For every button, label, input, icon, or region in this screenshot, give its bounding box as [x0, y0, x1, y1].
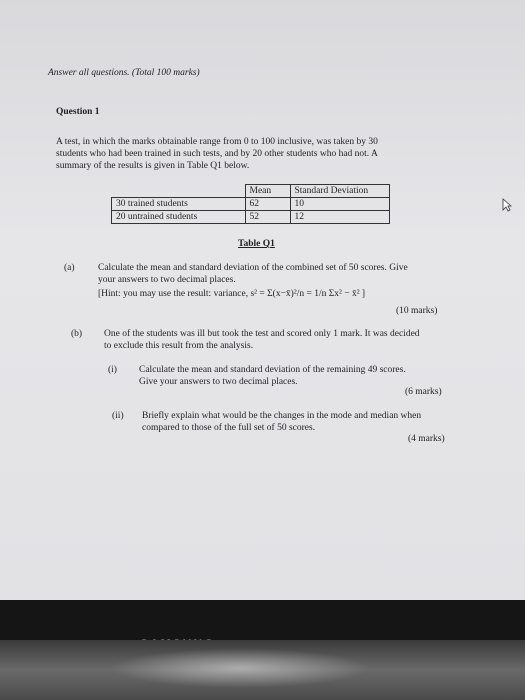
- table-header-mean: Mean: [245, 185, 290, 198]
- part-b-ii-marks: (4 marks): [408, 434, 445, 444]
- intro-line-3: summary of the results is given in Table Q1 below.: [56, 161, 250, 171]
- table-row-label: 20 untrained students: [112, 211, 246, 224]
- table-header-sd: Standard Deviation: [290, 185, 389, 198]
- desk-background: [0, 640, 525, 700]
- part-a-line-2: your answers to two decimal places.: [98, 275, 236, 285]
- part-b-label: (b): [71, 329, 83, 339]
- results-table: [111, 184, 390, 224]
- table-row: [112, 198, 390, 211]
- intro-line-1: A test, in which the marks obtainable range from 0 to 100 inclusive, was taken by 30: [56, 137, 378, 147]
- intro-line-2: students who had been trained in such tests, and by 20 other students who had not. A: [56, 149, 378, 159]
- monitor-bezel: [0, 600, 525, 640]
- part-b-i-line-2: Give your answers to two decimal places.: [139, 377, 298, 387]
- table-row-mean: 62: [245, 198, 290, 211]
- table-row: [112, 211, 390, 224]
- table-row-sd: 12: [290, 211, 389, 224]
- part-a-label: (a): [64, 263, 75, 273]
- part-b-line-1: One of the students was ill but took the test and scored only 1 mark. It was decided: [104, 329, 420, 339]
- part-b-ii-label: (ii): [112, 411, 124, 421]
- table-caption: Table Q1: [238, 239, 275, 249]
- part-b-line-2: to exclude this result from the analysis.: [104, 341, 254, 351]
- part-b-ii-line-1: Briefly explain what would be the changes in the mode and median when: [142, 411, 422, 421]
- instructions-header: Answer all questions. (Total 100 marks): [48, 68, 200, 78]
- table-row-mean: 52: [245, 211, 290, 224]
- part-b-ii-line-2: compared to those of the full set of 50 scores.: [142, 423, 316, 433]
- part-b-i-line-1: Calculate the mean and standard deviation of the remaining 49 scores.: [139, 365, 406, 375]
- table-row-sd: 10: [290, 198, 389, 211]
- part-b-i-label: (i): [108, 365, 117, 375]
- part-a-line-1: Calculate the mean and standard deviation of the combined set of 50 scores. Give: [98, 263, 408, 273]
- part-b-i-marks: (6 marks): [405, 387, 442, 397]
- part-a-marks: (10 marks): [396, 306, 438, 316]
- mouse-cursor-icon: [502, 198, 512, 212]
- part-a-hint: [Hint: you may use the result: variance, s² = Σ(x−x̄)²/n = 1/n Σx² − x̄² ]: [98, 289, 366, 299]
- table-row-label: 30 trained students: [112, 198, 246, 211]
- question-title: Question 1: [56, 107, 100, 117]
- table-header-row: [112, 185, 390, 198]
